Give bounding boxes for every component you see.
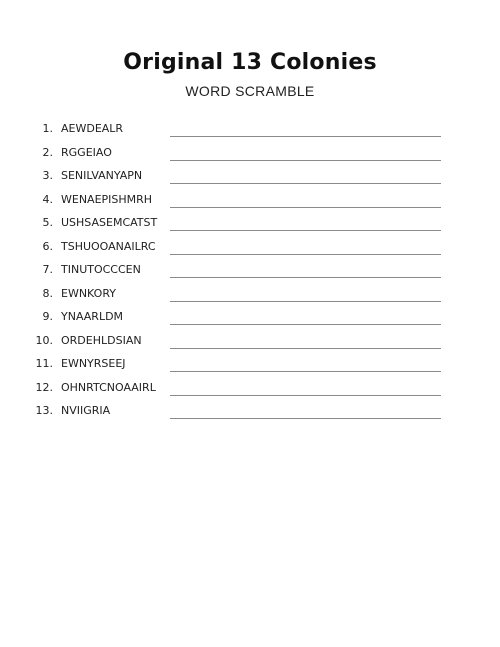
- answer-line: [170, 160, 441, 161]
- scrambled-word: NVIIGRIA: [61, 404, 111, 417]
- page-subtitle: WORD SCRAMBLE: [185, 83, 315, 99]
- page-title: Original 13 Colonies: [123, 50, 377, 75]
- answer-line: [170, 136, 441, 137]
- scramble-item: [0, 402, 500, 426]
- scramble-item: [0, 355, 500, 379]
- item-number: 5.: [42, 216, 53, 229]
- answer-line: [170, 301, 441, 302]
- scrambled-word: AEWDEALR: [61, 122, 124, 135]
- scramble-item: [0, 238, 500, 262]
- scrambled-word: EWNYRSEEJ: [61, 357, 126, 370]
- item-number: 11.: [35, 357, 53, 370]
- scrambled-word: SENILVANYAPN: [61, 169, 143, 182]
- answer-line: [170, 230, 441, 231]
- scrambled-word: RGGEIAO: [61, 145, 112, 159]
- item-number: 8.: [42, 286, 53, 300]
- answer-line: [170, 207, 441, 208]
- scrambled-word: USHSASEMCATST: [61, 216, 158, 229]
- answer-line: [170, 324, 441, 325]
- scramble-item: [0, 120, 500, 144]
- scramble-item: [0, 191, 500, 215]
- scramble-item: [0, 261, 500, 285]
- item-number: 4.: [42, 192, 53, 206]
- scrambled-word: ORDEHLDSIAN: [61, 333, 142, 347]
- answer-line: [170, 254, 441, 255]
- item-number: 12.: [35, 380, 53, 394]
- scramble-item: [0, 144, 500, 168]
- answer-line: [170, 277, 441, 278]
- scramble-item: [0, 332, 500, 356]
- answer-line: [170, 395, 441, 396]
- scrambled-word: OHNRTCNOAAIRL: [61, 380, 156, 394]
- scrambled-word: EWNKORY: [61, 286, 116, 300]
- scramble-item: [0, 214, 500, 238]
- item-number: 6.: [42, 239, 53, 253]
- scrambled-word: TSHUOOANAILRC: [61, 239, 156, 253]
- item-number: 13.: [35, 404, 53, 417]
- item-number: 9.: [42, 310, 53, 323]
- item-number: 7.: [42, 263, 53, 276]
- answer-line: [170, 371, 441, 372]
- scramble-item: [0, 285, 500, 309]
- item-number: 3.: [42, 169, 53, 182]
- answer-line: [170, 348, 441, 349]
- scramble-item: [0, 167, 500, 191]
- scrambled-word: TINUTOCCCEN: [61, 263, 141, 276]
- item-number: 2.: [42, 145, 53, 159]
- item-number: 1.: [42, 122, 53, 135]
- answer-line: [170, 183, 441, 184]
- answer-line: [170, 418, 441, 419]
- scramble-list: [0, 120, 500, 426]
- scrambled-word: YNAARLDM: [61, 310, 124, 323]
- scramble-item: [0, 379, 500, 403]
- item-number: 10.: [35, 333, 53, 347]
- scrambled-word: WENAEPISHMRH: [61, 192, 153, 206]
- scramble-item: [0, 308, 500, 332]
